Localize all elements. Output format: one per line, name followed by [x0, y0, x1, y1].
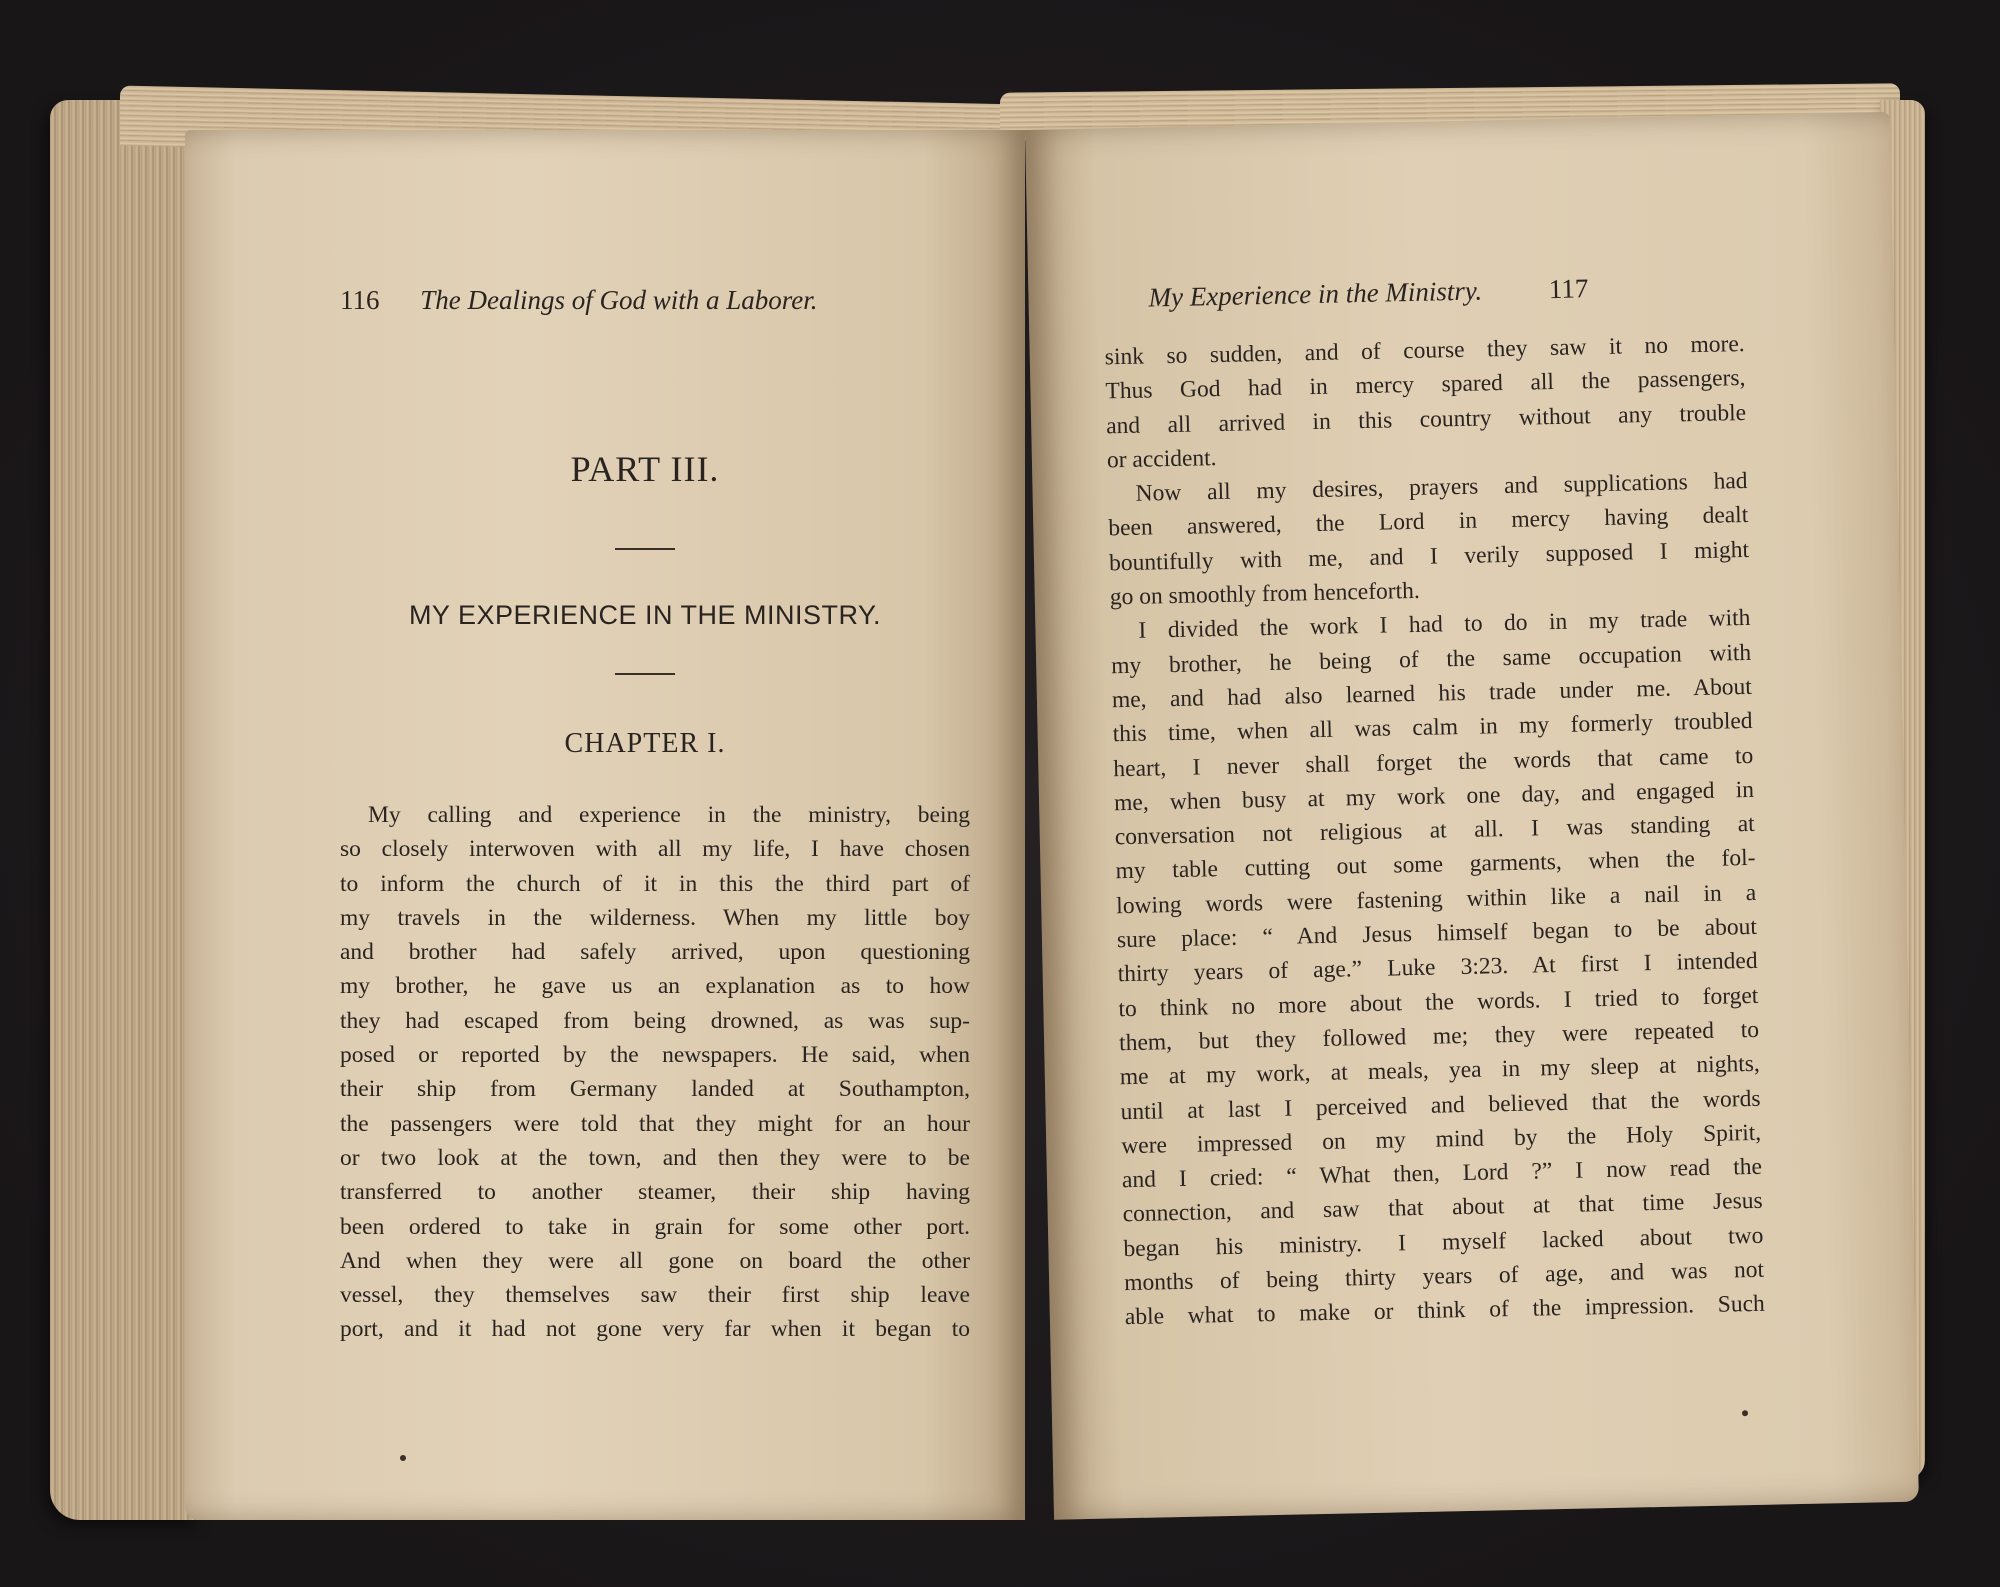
text-line: sink so sudden, and of course they saw it no more.: [1104, 330, 1745, 371]
ink-spot: [400, 1455, 406, 1461]
text-line: been answered, the Lord in mercy having dealt: [1108, 502, 1749, 542]
text-line: connection, and saw that about at that time Jesus: [1122, 1188, 1763, 1228]
left-page: [185, 130, 1025, 1520]
text-line: or two look at the town, and then they were to be: [340, 1144, 970, 1171]
text-line: conversation not religious at all. I was standing at: [1114, 811, 1755, 851]
text-line: sure place: “ And Jesus himself began to be about: [1116, 913, 1758, 954]
text-line: Now all my desires, prayers and supplications had: [1135, 468, 1748, 507]
right-page-number: 117: [1548, 273, 1589, 305]
text-line: And when they were all gone on board the other: [340, 1247, 970, 1274]
text-line: to inform the church of it in this the third part of: [340, 870, 970, 897]
text-line: began his ministry. I myself lacked about two: [1123, 1222, 1764, 1262]
text-line: this time, when all was calm in my formerly troubled: [1112, 708, 1753, 748]
right-body-text: [1104, 327, 1765, 1335]
page-edges-left: [50, 100, 200, 1520]
ink-spot: [1742, 1410, 1748, 1416]
text-line: posed or reported by the newspapers. He said, when: [340, 1042, 970, 1069]
text-line: lowing words were fastening within like a nail in a: [1115, 879, 1757, 920]
section-title: MY EXPERIENCE IN THE MINISTRY.: [408, 600, 882, 630]
text-line: so closely interwoven with all my life, I have chosen: [340, 836, 970, 863]
text-line: they had escaped from being drowned, as was sup-: [340, 1007, 970, 1034]
text-line: me, and had also learned his trade under me. About: [1111, 673, 1753, 714]
text-line: me at my work, at meals, yea in my sleep at nights,: [1119, 1051, 1760, 1091]
divider-rule: [615, 673, 675, 675]
text-line: bountifully with me, and I verily supposed I might: [1108, 536, 1750, 577]
text-line: port, and it had not gone very far when it began to: [340, 1316, 970, 1343]
text-line: my table cutting out some garments, when the fol-: [1115, 845, 1756, 885]
text-line: Thus God had in mercy spared all the passengers,: [1105, 365, 1746, 405]
text-line: vessel, they themselves saw their first ship leave: [340, 1282, 970, 1309]
right-running-title: My Experience in the Ministry.: [1148, 275, 1483, 313]
text-line: My calling and experience in the ministry, being: [368, 802, 970, 828]
text-line: heart, I never shall forget the words that came to: [1113, 742, 1754, 782]
text-line: my travels in the wilderness. When my little boy: [340, 904, 970, 931]
text-line: go on smoothly from henceforth.: [1109, 577, 1421, 611]
text-line: thirty years of age.” Luke 3:23. At first I intended: [1117, 948, 1758, 988]
divider-rule: [615, 548, 675, 550]
text-line: them, but they followed me; they were repeated to: [1118, 1016, 1760, 1057]
left-page-header: [340, 285, 818, 316]
text-line: been ordered to take in grain for some other port.: [340, 1213, 970, 1240]
text-line: their ship from Germany landed at Southampton,: [340, 1076, 970, 1103]
left-page-number: 116: [340, 285, 380, 315]
text-line: transferred to another steamer, their ship having: [340, 1179, 970, 1206]
text-line: able what to make or think of the impression. Such: [1124, 1291, 1766, 1331]
text-line: me, when busy at my work one day, and engaged in: [1113, 776, 1755, 817]
text-line: and brother had safely arrived, upon questioning: [340, 939, 970, 966]
left-running-title: The Dealings of God with a Laborer.: [420, 285, 818, 315]
text-line: or accident.: [1106, 444, 1217, 474]
chapter-title: CHAPTER I.: [564, 728, 726, 759]
text-line: months of being thirty years of age, and was not: [1123, 1256, 1765, 1297]
text-line: until at last I perceived and believed that the words: [1120, 1085, 1761, 1125]
text-line: and I cried: “ What then, Lord ?” I now read the: [1121, 1153, 1763, 1194]
right-page: [1025, 112, 1919, 1520]
left-body-text: [340, 798, 970, 1347]
right-page-header: [1148, 273, 1588, 313]
text-line: to think no more about the words. I tried to forget: [1118, 982, 1759, 1022]
text-line: the passengers were told that they might for an hour: [340, 1110, 970, 1137]
text-line: I divided the work I had to do in my trade with: [1138, 605, 1751, 645]
text-line: my brother, he gave us an explanation as to how: [340, 973, 970, 1000]
text-line: my brother, he being of the same occupation with: [1110, 639, 1752, 679]
text-line: and all arrived in this country without any trouble: [1105, 399, 1747, 439]
text-line: were impressed on my mind by the Holy Spirit,: [1121, 1119, 1762, 1160]
part-title: PART III.: [570, 449, 720, 489]
